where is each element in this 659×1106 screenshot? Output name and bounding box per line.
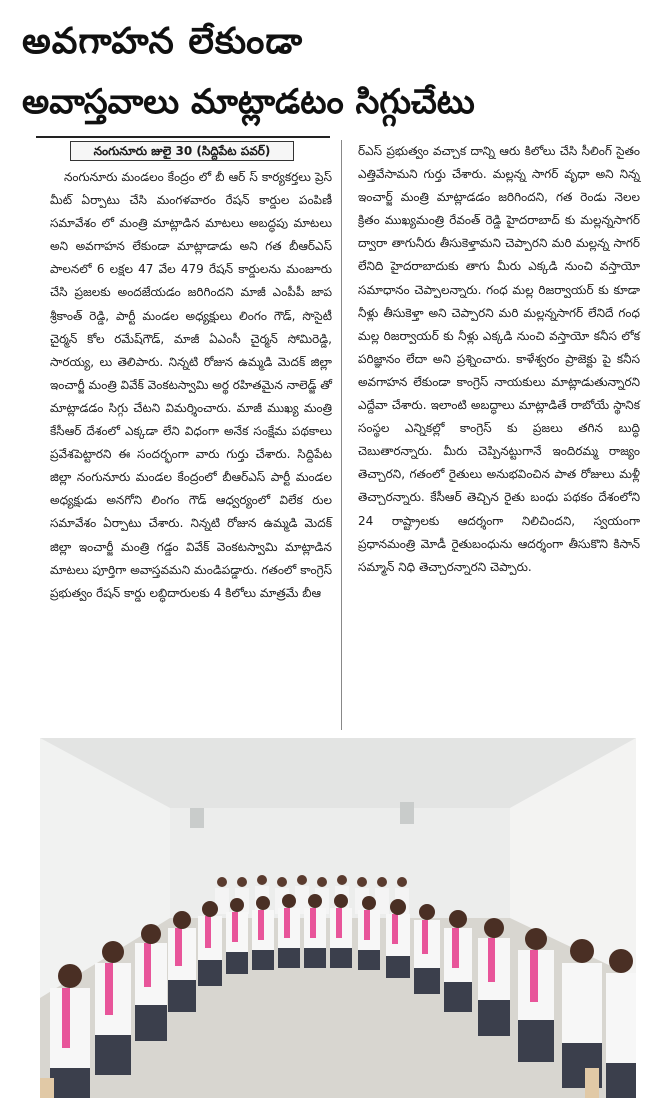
meeting-photo-illustration — [40, 738, 636, 1098]
article-column-right — [358, 140, 640, 579]
article-text-left: నంగునూరు మండలం కేంద్రం లో బీ ఆర్ స్ కార్యకర్తలు ప్రెస్ మీట్ ఏర్పాటు చేసి మంగళవారం రేషన్ కార్డుల పంపిణీ సమావేశం లో మంత్రి మాట్లాడిన మాటలు అబద్ధపు మాటలు అని అవగాహన లేకుండా మాట్లాడాడు అని గత బీఆర్ఎస్ పాలనలో 6 లక్షల 47 వేల 479 రేషన్ కార్డులను మంజూరు చేసి ప్రజలకు అందజేయడం జరిగిందని మాజీ ఎంపీపీ జాప శ్రీకాంత్ రెడ్డి, పార్టీ మండల అధ్యక్షులు లింగం గౌడ్, సొసైటీ చైర్మన్ కోల రమేష్‌గౌడ్, మాజీ ఏఎంసీ చైర్మన్ సోమిరెడ్డి, సారయ్య, లు తెలిపారు. నిన్నటి రోజున ఉమ్మడి మెదక్ జిల్లా ఇంచార్జీ మంత్రి వివేక్ వెంకటస్వామి అర్థ రహితమైన నాలెడ్జ్ తో మాట్లాడడం సిగ్గు చేటని విమర్శించారు. మాజీ ముఖ్య మంత్రి కేసీఆర్ దేశంలో ఎక్కడా లేని విధంగా అనేక సంక్షేమ పథకాలు ప్రవేశపెట్టారని ఈ సందర్భంగా వారు గుర్తు చేశారు. సిద్దిపేట జిల్లా నంగునూరు మండల కేంద్రంలో బీఆర్ఎస్ పార్టీ మండల అధ్యక్షుడు అనగోని లింగం గౌడ్ ఆధ్వర్యంలో విలేక రుల సమావేశం ఏర్పాటు చేశారు. నిన్నటి రోజున ఉమ్మడి మెదక్ జిల్లా ఇంచార్జీ మంత్రి గడ్డం వివేక్ వెంకటస్వామి మాట్లాడిన మాటలు పూర్తిగా అవాస్తవమని మండిపడ్డారు. గతంలో కాంగ్రెస్ ప్రభుత్వం రేషన్ కార్డు లబ్ధిదారులకు 4 కిలోలు మాత్రమే బీఆ — [50, 170, 332, 600]
photo-window — [190, 808, 204, 828]
headline-line-2: అవాస్తవాలు మాట్లాడటం సిగ్గుచేటు — [22, 82, 475, 122]
article-column-left — [50, 166, 332, 605]
headline-line-1: అవగాహన లేకుండా — [22, 21, 304, 62]
column-divider — [341, 140, 342, 730]
article-headline — [22, 12, 642, 132]
meeting-photo — [40, 738, 636, 1098]
dateline: నంగునూరు జులై 30 (సిద్దిపేట పవర్) — [70, 141, 294, 161]
dateline-rule — [36, 136, 330, 138]
article-text-right: ర్ఎస్ ప్రభుత్వం వచ్చాక దాన్ని ఆరు కిలోలు చేసి సీలింగ్ సైతం ఎత్తివేసామని గుర్తు చేశారు. మల్లన్న సాగర్ వృధా అని నిన్న ఇంచార్జ్ మంత్రి మాట్లాడడం జరిగిందని, గత రెండు నెలల క్రితం ముఖ్యమంత్రి రేవంత్ రెడ్డి హైదరాబాద్ కు మల్లన్నసాగర్ ద్వారా తాగునీరు తీసుకెళ్తామని చెప్పారని మరి మల్లన్న సాగర్ లేనిది హైదరాబాదుకు తాగు మీరు ఎక్కడి నుంచి వస్తాయో సమాధానం చెప్పాలన్నారు. గంధ మల్ల రిజర్వాయర్ కు కూడా నీళ్లు తీసుకెళ్తా అని చెప్పారని మరి మల్లన్నసాగర్ లేనిదే గంధ మల్ల రిజర్వాయర్ కు నీళ్లు ఎక్కడి నుంచి వస్తాయో కనీస లోక పరిజ్ఞానం లేదా అని ప్రశ్నించారు. కాళేశ్వరం ప్రాజెక్టు పై కనీస అవగాహన లేకుండా కాంగ్రెస్ నాయకులు మాట్లాడుతున్నారని ఎద్దేవా చేశారు. ఇలాంటి అబద్ధాలు మాట్లాడితే రాబోయే స్థానిక సంస్థల ఎన్నికల్లో కాంగ్రెస్ కు ప్రజలు తగిన బుద్ధి చెబుతారన్నారు. మీరు చెప్పినట్టుగానే ఇందిరమ్మ రాజ్యం తెచ్చారని, గతంలో రైతులు అనుభవించిన పాత రోజులు మళ్లీ తెచ్చారన్నారు. కేసీఆర్ తెచ్చిన రైతు బంధు పథకం దేశంలోని 24 రాష్ట్రాలకు ఆదర్శంగా నిలిచిందని, స్వయంగా ప్రధానమంత్రి మోడీ రైతుబంధును ఆదర్శంగా తీసుకొని కిసాన్ సమ్మాన్ నిధి తెచ్చారన్నారని చెప్పారు. — [358, 144, 640, 574]
photo-window — [400, 802, 414, 824]
